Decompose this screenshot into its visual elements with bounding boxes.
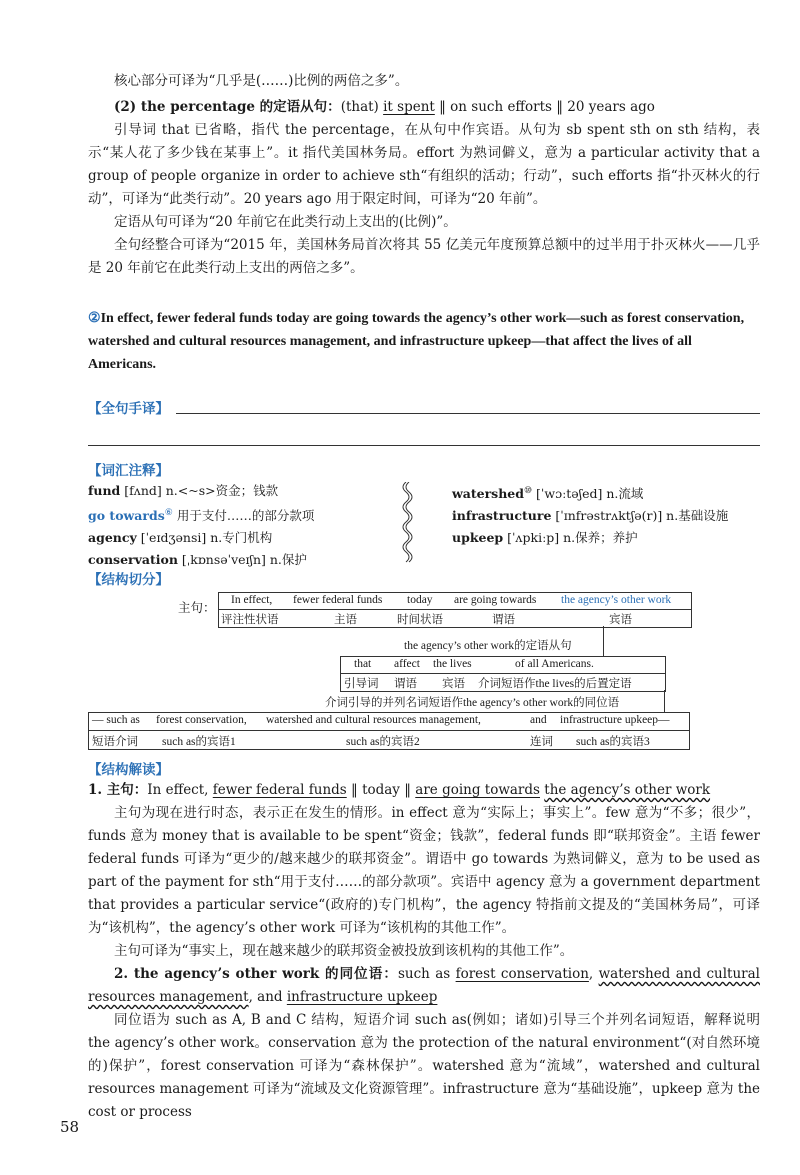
reading-main-clause [88, 779, 760, 802]
vocab-left-column [88, 480, 314, 571]
vocab-item [452, 480, 728, 505]
diagram-row3-role: such as的宾语3 [576, 736, 650, 748]
reading-part: , and [248, 989, 287, 1005]
reading-appositive-3: infrastructure upkeep [286, 989, 438, 1005]
vocab-right-column [452, 480, 728, 549]
translate-line-2 [88, 445, 760, 446]
diagram-row1-item: fewer federal funds [293, 594, 383, 606]
diagram-row3-item: infrastructure upkeep— [560, 714, 670, 726]
diagram-row3-item: watershed and cultural resources management, [266, 714, 481, 726]
vocab-def: [ˌkɒnsəˈveɪʃn] n.保护 [177, 552, 307, 568]
paragraph-clause-analysis: 引导词 that 已省略，指代 the percentage，在从句中作宾语。从句为 sb spent sth on sth 结构，表示“某人花了多少钱在某事上”。it 指代美国林务局。effort 为熟词僻义，意为 a particular activity that a group of people organize in order to achieve sth“有组织的活动；行动”，such efforts 指“扑灭林火的行动”，可译为“此类行动”。20 years ago 用于限定时间，可译为“20 年前”。 [88, 122, 760, 207]
sentence-number: ② [88, 311, 101, 326]
diagram-main-label: 主句： [178, 600, 216, 615]
diagram-row3-role: 短语介词 [92, 736, 138, 748]
vocab-word: agency [88, 530, 137, 546]
diagram-row3-role: 连词 [530, 736, 553, 748]
clause-part-rest: ‖ on such efforts ‖ 20 years ago [434, 99, 655, 115]
reading-predicate: are going towards [415, 782, 540, 798]
diagram-connector-1 [603, 626, 604, 656]
reading-part: such as [397, 966, 456, 982]
diagram-row2-role: 引导词 [344, 678, 379, 690]
diagram-appositive-divider [88, 730, 689, 731]
vocab-def: [ˈeɪdʒənsi] n.专门机构 [136, 530, 273, 546]
clause-part-that: (that) [340, 99, 384, 115]
vocab-word: watershed [452, 486, 524, 502]
reading-object: the agency’s other work [544, 782, 711, 798]
paragraph-appositive-analysis: 同位语为 such as A, B and C 结构，短语介词 such as(例如；诸如)引导三个并列名词短语，解释说明 the agency’s other work。conservation 意为 the protection of the natural environment“(对自然环境的)保护”，forest conservation 可译为“森林保护”。watershed 意为“流域”，watershed and cultural resources management 可译为“流域及文化资源管理”。infrastructure 意为“基础设施”，upkeep 意为 the cost or process [88, 1012, 760, 1120]
diagram-connector-2 [664, 690, 665, 712]
attributive-clause-label: (2) the percentage 的定语从句： [114, 99, 341, 115]
paragraph-full-translation: 全句经整合可译为“2015 年，美国林务局首次将其 55 亿美元年度预算总额中的过半用于扑灭林火——几乎是 20 年前它在此类行动上支出的两倍之多”。 [88, 237, 760, 276]
diagram-appositive-label: 介词引导的并列名词短语作the agency’s other work的同位语 [325, 697, 620, 709]
diagram-row1-item: today [407, 594, 433, 606]
vocab-sup: ⑩ [524, 486, 533, 496]
reading-appositive-label: 2. the agency’s other work 的同位语： [114, 966, 398, 982]
section-translate-heading: 【全句手译】 [88, 401, 169, 417]
vocab-item [88, 502, 314, 527]
section-vocab-heading: 【词汇注释】 [88, 463, 169, 479]
paragraph-core-translation: 核心部分可译为“几乎是(……)比例的两倍之多”。 [114, 73, 409, 89]
wavy-divider-icon [398, 482, 414, 568]
vocab-def: 用于支付……的部分款项 [172, 508, 315, 524]
diagram-relative-clause-label: the agency’s other work的定语从句 [404, 640, 572, 652]
vocab-def: [ˈɪnfrəstrʌktʃə(r)] n.基础设施 [551, 508, 729, 524]
paragraph-main-clause-analysis: 主句为现在进行时态，表示正在发生的情形。in effect 意为“实际上；事实上”。few 意为“不多；很少”，funds 意为 money that is available to be spent“资金；钱款”，federal funds 即“联邦资金”。主语 fewer federal funds 可译为“更少的/越来越少的联邦资金”。谓语中 go towards 为熟词僻义，意为 to be used as part of the payment for sth“用于支付……的部分款项”。宾语中 agency 意为 a government department that provides a particular service“(政府的)专门机构”，the agency 特指前文提及的“美国林务局”，可译为“该机构”，the agency’s other work 可译为“该机构的其他工作”。 [88, 805, 760, 936]
diagram-row3-item: and [530, 714, 547, 726]
diagram-row2-item: that [354, 658, 372, 670]
diagram-row2-item: affect [394, 658, 420, 670]
vocab-def: [ˈwɔːtəʃed] n.流域 [532, 486, 644, 502]
reading-part: In effect, [147, 782, 213, 798]
diagram-row1-role: 主语 [334, 614, 357, 626]
sentence-text: In effect, fewer federal funds today are going towards the agency’s other work—such as forest conservation, watershed and cultural resources management, and infrastructure upkeep—that affect the lives of all Americans. [88, 311, 745, 372]
diagram-row1-item: are going towards [454, 594, 537, 606]
paragraph-main-clause-translation: 主句可译为“事实上，现在越来越少的联邦资金被投放到该机构的其他工作”。 [114, 943, 574, 959]
diagram-row1-role: 谓语 [492, 614, 515, 626]
vocab-word: upkeep [452, 530, 504, 546]
section-read-heading: 【结构解读】 [88, 762, 169, 778]
translate-line-1 [176, 413, 760, 414]
section-struct-heading: 【结构切分】 [88, 572, 169, 588]
heading-attributive-clause [88, 96, 760, 119]
reading-main-label: 1. 主句： [88, 782, 148, 798]
vocab-item [452, 527, 728, 549]
diagram-row2-item: of all Americans. [515, 658, 594, 670]
page-number: 58 [60, 1118, 80, 1136]
clause-part-it-spent: it spent [383, 99, 435, 115]
diagram-row1-item: the agency’s other work [561, 594, 672, 606]
diagram-row1-role: 评注性状语 [221, 614, 279, 626]
diagram-row3-role: such as的宾语2 [346, 736, 420, 748]
reading-appositive-2: watershed and cultural resources management [88, 966, 760, 1005]
diagram-row2-item: the lives [433, 658, 472, 670]
reading-subject: fewer federal funds [212, 782, 347, 798]
diagram-row2-role: 宾语 [442, 678, 465, 690]
vocab-def: [ˈʌpkiːp] n.保养；养护 [503, 530, 638, 546]
vocab-item [452, 505, 728, 527]
diagram-relative-divider [340, 673, 665, 674]
diagram-main-divider [218, 609, 691, 610]
diagram-row2-role: 谓语 [394, 678, 417, 690]
diagram-row1-role: 时间状语 [397, 614, 443, 626]
vocab-word: go towards [88, 508, 165, 524]
reading-part: , [588, 966, 599, 982]
diagram-row3-item: forest conservation, [156, 714, 247, 726]
vocab-word: conservation [88, 552, 178, 568]
vocab-word: fund [88, 483, 121, 498]
reading-part: ‖ today ‖ [346, 782, 416, 798]
vocab-word: infrastructure [452, 508, 552, 524]
vocab-def: [fʌnd] n.<~s>资金；钱款 [120, 483, 279, 498]
reading-appositive [88, 963, 760, 1009]
diagram-row1-role: 宾语 [609, 614, 632, 626]
key-sentence [88, 307, 760, 376]
paragraph-clause-translation: 定语从句可译为“20 年前它在此类行动上支出的(比例)”。 [114, 214, 457, 230]
diagram-row3-item: — such as [92, 714, 140, 726]
vocab-item [88, 527, 314, 549]
vocab-sup: ⑥ [164, 508, 173, 518]
diagram-row2-role: 介词短语作the lives的后置定语 [478, 678, 632, 690]
reading-appositive-1: forest conservation [455, 966, 589, 982]
diagram-row3-role: such as的宾语1 [162, 736, 236, 748]
vocab-item [88, 480, 314, 502]
diagram-row1-item: In effect, [231, 594, 273, 606]
